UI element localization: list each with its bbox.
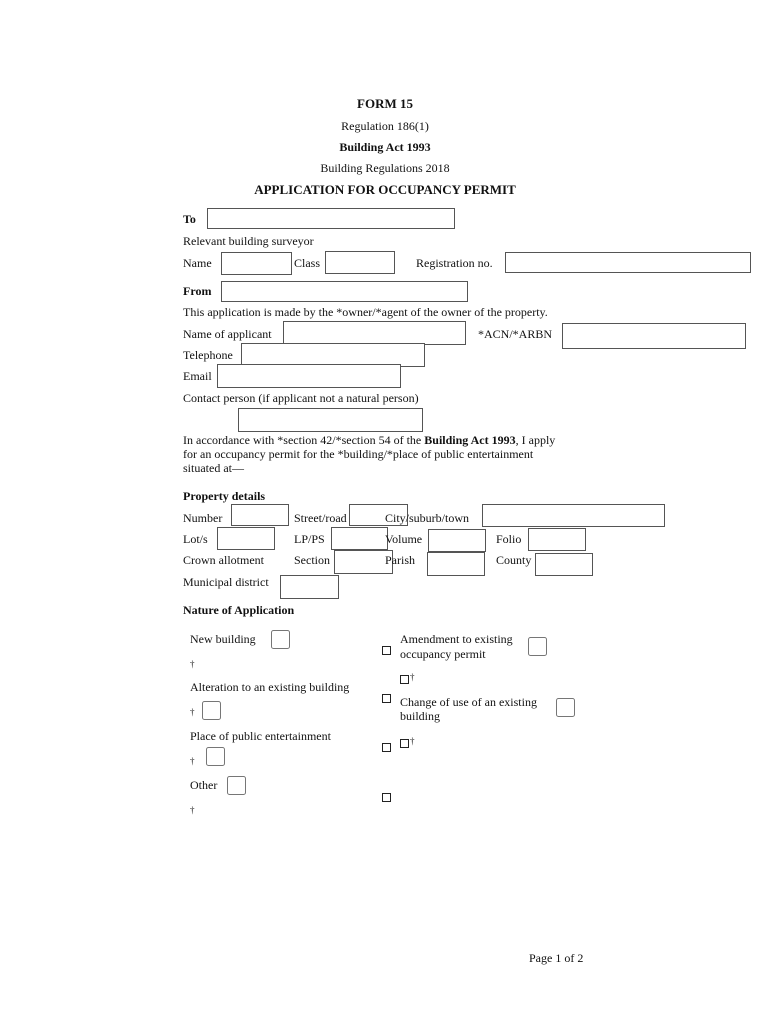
- street-label: Street/road: [294, 511, 347, 525]
- applicant-name-field[interactable]: [283, 321, 466, 345]
- place-entertainment-checkbox[interactable]: [206, 747, 225, 766]
- checkbox-square-icon: [382, 646, 391, 655]
- dagger-marker: †: [190, 659, 195, 669]
- folio-field[interactable]: [528, 528, 586, 551]
- nature-heading: Nature of Application: [183, 603, 295, 617]
- volume-field[interactable]: [428, 529, 486, 552]
- amendment-checkbox[interactable]: [528, 637, 547, 656]
- new-building-label: New building: [190, 632, 256, 646]
- city-field[interactable]: [482, 504, 665, 527]
- lots-label: Lot/s: [183, 532, 208, 546]
- crown-allotment-label: Crown allotment: [183, 553, 264, 567]
- acn-field[interactable]: [562, 323, 746, 349]
- checkbox-square-icon: [382, 743, 391, 752]
- checkbox-square-icon: [382, 694, 391, 703]
- relevant-surveyor-label: Relevant building surveyor: [183, 234, 314, 248]
- amendment-label-line-2: occupancy permit: [400, 647, 486, 661]
- application-title: APPLICATION FOR OCCUPANCY PERMIT: [254, 182, 516, 197]
- number-field[interactable]: [231, 504, 289, 526]
- county-label: County: [496, 553, 532, 567]
- acn-label: *ACN/*ARBN: [478, 327, 553, 341]
- accordance-line-3: situated at—: [183, 461, 244, 475]
- property-details-heading: Property details: [183, 489, 266, 503]
- made-by-text: This application is made by the *owner/*agent of the owner of the property.: [183, 305, 548, 319]
- volume-label: Volume: [385, 532, 423, 546]
- other-checkbox[interactable]: [227, 776, 246, 795]
- applicant-name-label: Name of applicant: [183, 327, 272, 341]
- dagger-marker: †: [190, 707, 195, 717]
- class-field[interactable]: [325, 251, 395, 274]
- surveyor-name-label: Name: [183, 256, 212, 270]
- regulation-reference: Regulation 186(1): [341, 119, 429, 133]
- telephone-label: Telephone: [183, 348, 233, 362]
- alteration-checkbox[interactable]: [202, 701, 221, 720]
- parish-field[interactable]: [427, 552, 485, 576]
- county-field[interactable]: [535, 553, 593, 576]
- change-of-use-label-line-2: building: [400, 709, 441, 723]
- other-label: Other: [190, 778, 218, 792]
- page-number: Page 1 of 2: [529, 951, 584, 965]
- act-reference: Building Act 1993: [339, 140, 431, 154]
- lpps-field[interactable]: [331, 527, 388, 550]
- dagger-marker: †: [190, 756, 195, 766]
- dagger-marker: †: [190, 805, 195, 815]
- email-label: Email: [183, 369, 212, 383]
- surveyor-name-field[interactable]: [221, 252, 292, 275]
- from-label: From: [183, 284, 212, 298]
- class-label: Class: [294, 256, 321, 270]
- accordance-line-2: for an occupancy permit for the *building/*place of public entertainment: [183, 447, 534, 461]
- accordance-line-1: In accordance with *section 42/*section 54 of the Building Act 1993, I apply: [183, 433, 556, 447]
- change-of-use-label-line-1: Change of use of an existing: [400, 695, 537, 709]
- to-label: To: [183, 212, 196, 226]
- section-label: Section: [294, 553, 330, 567]
- checkbox-square-icon: [400, 739, 409, 748]
- checkbox-square-icon: [382, 793, 391, 802]
- dagger-marker: †: [410, 672, 415, 682]
- number-label: Number: [183, 511, 223, 525]
- folio-label: Folio: [496, 532, 522, 546]
- email-field[interactable]: [217, 364, 401, 388]
- contact-person-field[interactable]: [238, 408, 423, 432]
- checkbox-square-icon: [400, 675, 409, 684]
- city-label: City/suburb/town: [385, 511, 470, 525]
- new-building-checkbox[interactable]: [271, 630, 290, 649]
- regulations-reference: Building Regulations 2018: [320, 161, 450, 175]
- municipal-district-label: Municipal district: [183, 575, 269, 589]
- registration-field[interactable]: [505, 252, 751, 273]
- place-entertainment-label: Place of public entertainment: [190, 729, 331, 743]
- to-field[interactable]: [207, 208, 455, 229]
- dagger-marker: †: [410, 736, 415, 746]
- lpps-label: LP/PS: [294, 532, 325, 546]
- from-field[interactable]: [221, 281, 468, 302]
- registration-label: Registration no.: [416, 256, 493, 270]
- lots-field[interactable]: [217, 527, 275, 550]
- amendment-label-line-1: Amendment to existing: [400, 632, 513, 646]
- parish-label: Parish: [385, 553, 415, 567]
- municipal-district-field[interactable]: [280, 575, 339, 599]
- form-number: FORM 15: [357, 96, 413, 111]
- alteration-label: Alteration to an existing building: [190, 680, 350, 694]
- contact-person-label: Contact person (if applicant not a natural person): [183, 391, 419, 405]
- change-of-use-checkbox[interactable]: [556, 698, 575, 717]
